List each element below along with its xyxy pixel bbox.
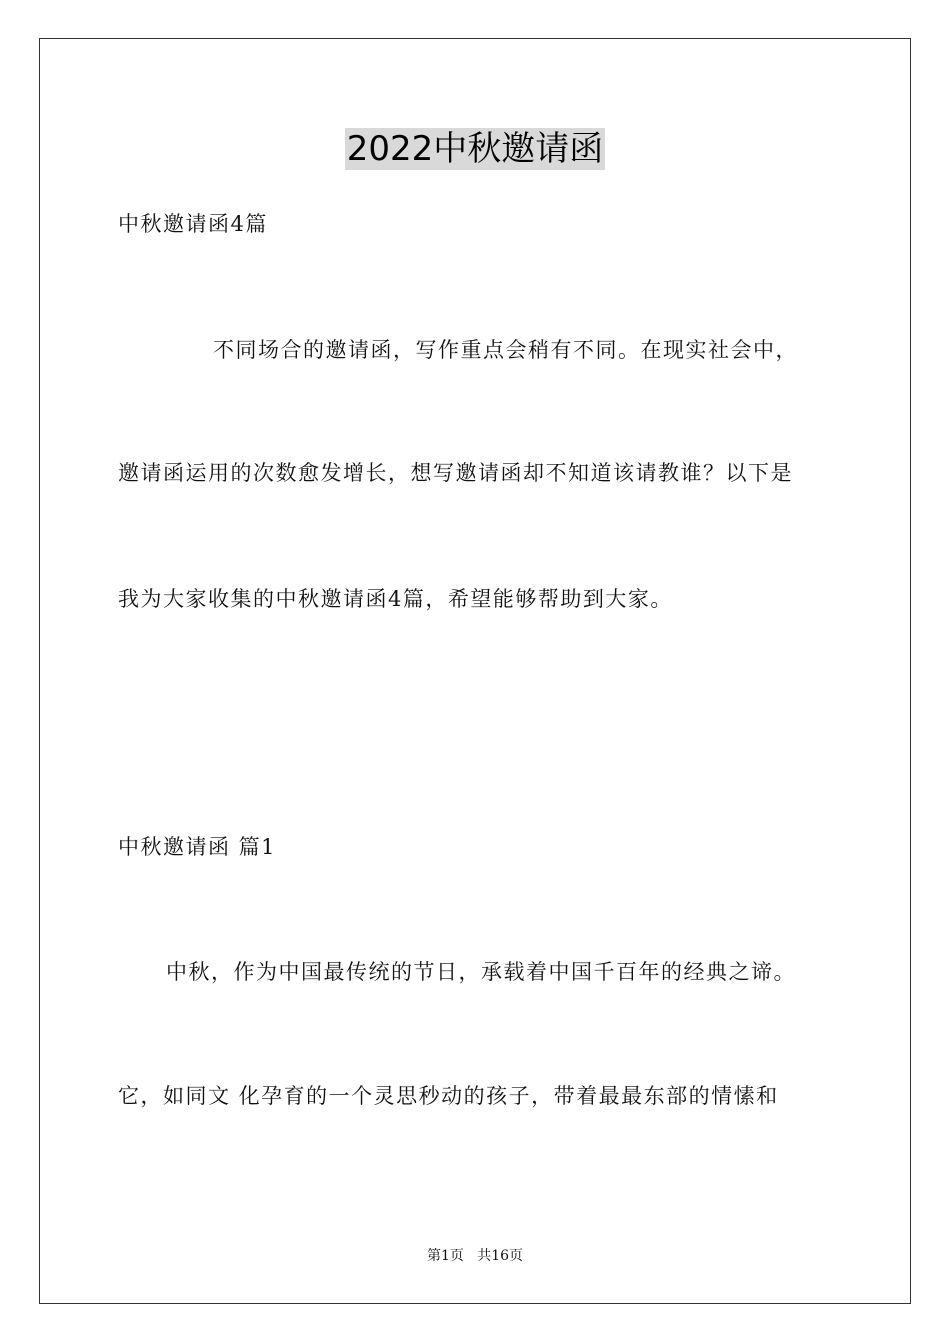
- body-line: 它，如同文 化孕育的一个灵思秒动的孩子，带着最最东部的情愫和: [118, 1084, 779, 1108]
- document-subtitle: 中秋邀请函4篇: [118, 212, 268, 236]
- document-title: 2022中秋邀请函: [346, 129, 604, 169]
- intro-line: 不同场合的邀请函，写作重点会稍有不同。在现实社会中，: [213, 338, 798, 362]
- title-container: [0, 128, 950, 170]
- intro-line: 我为大家收集的中秋邀请函4篇，希望能够帮助到大家。: [118, 587, 673, 611]
- intro-line: 邀请函运用的次数愈发增长，想写邀请函却不知道该请教谁？以下是: [118, 461, 793, 485]
- section-heading: 中秋邀请函 篇1: [118, 835, 277, 859]
- body-line: 中秋，作为中国最传统的节日，承载着中国千百年的经典之谛。: [166, 960, 796, 984]
- page-footer: 第1页 共16页: [426, 1248, 524, 1264]
